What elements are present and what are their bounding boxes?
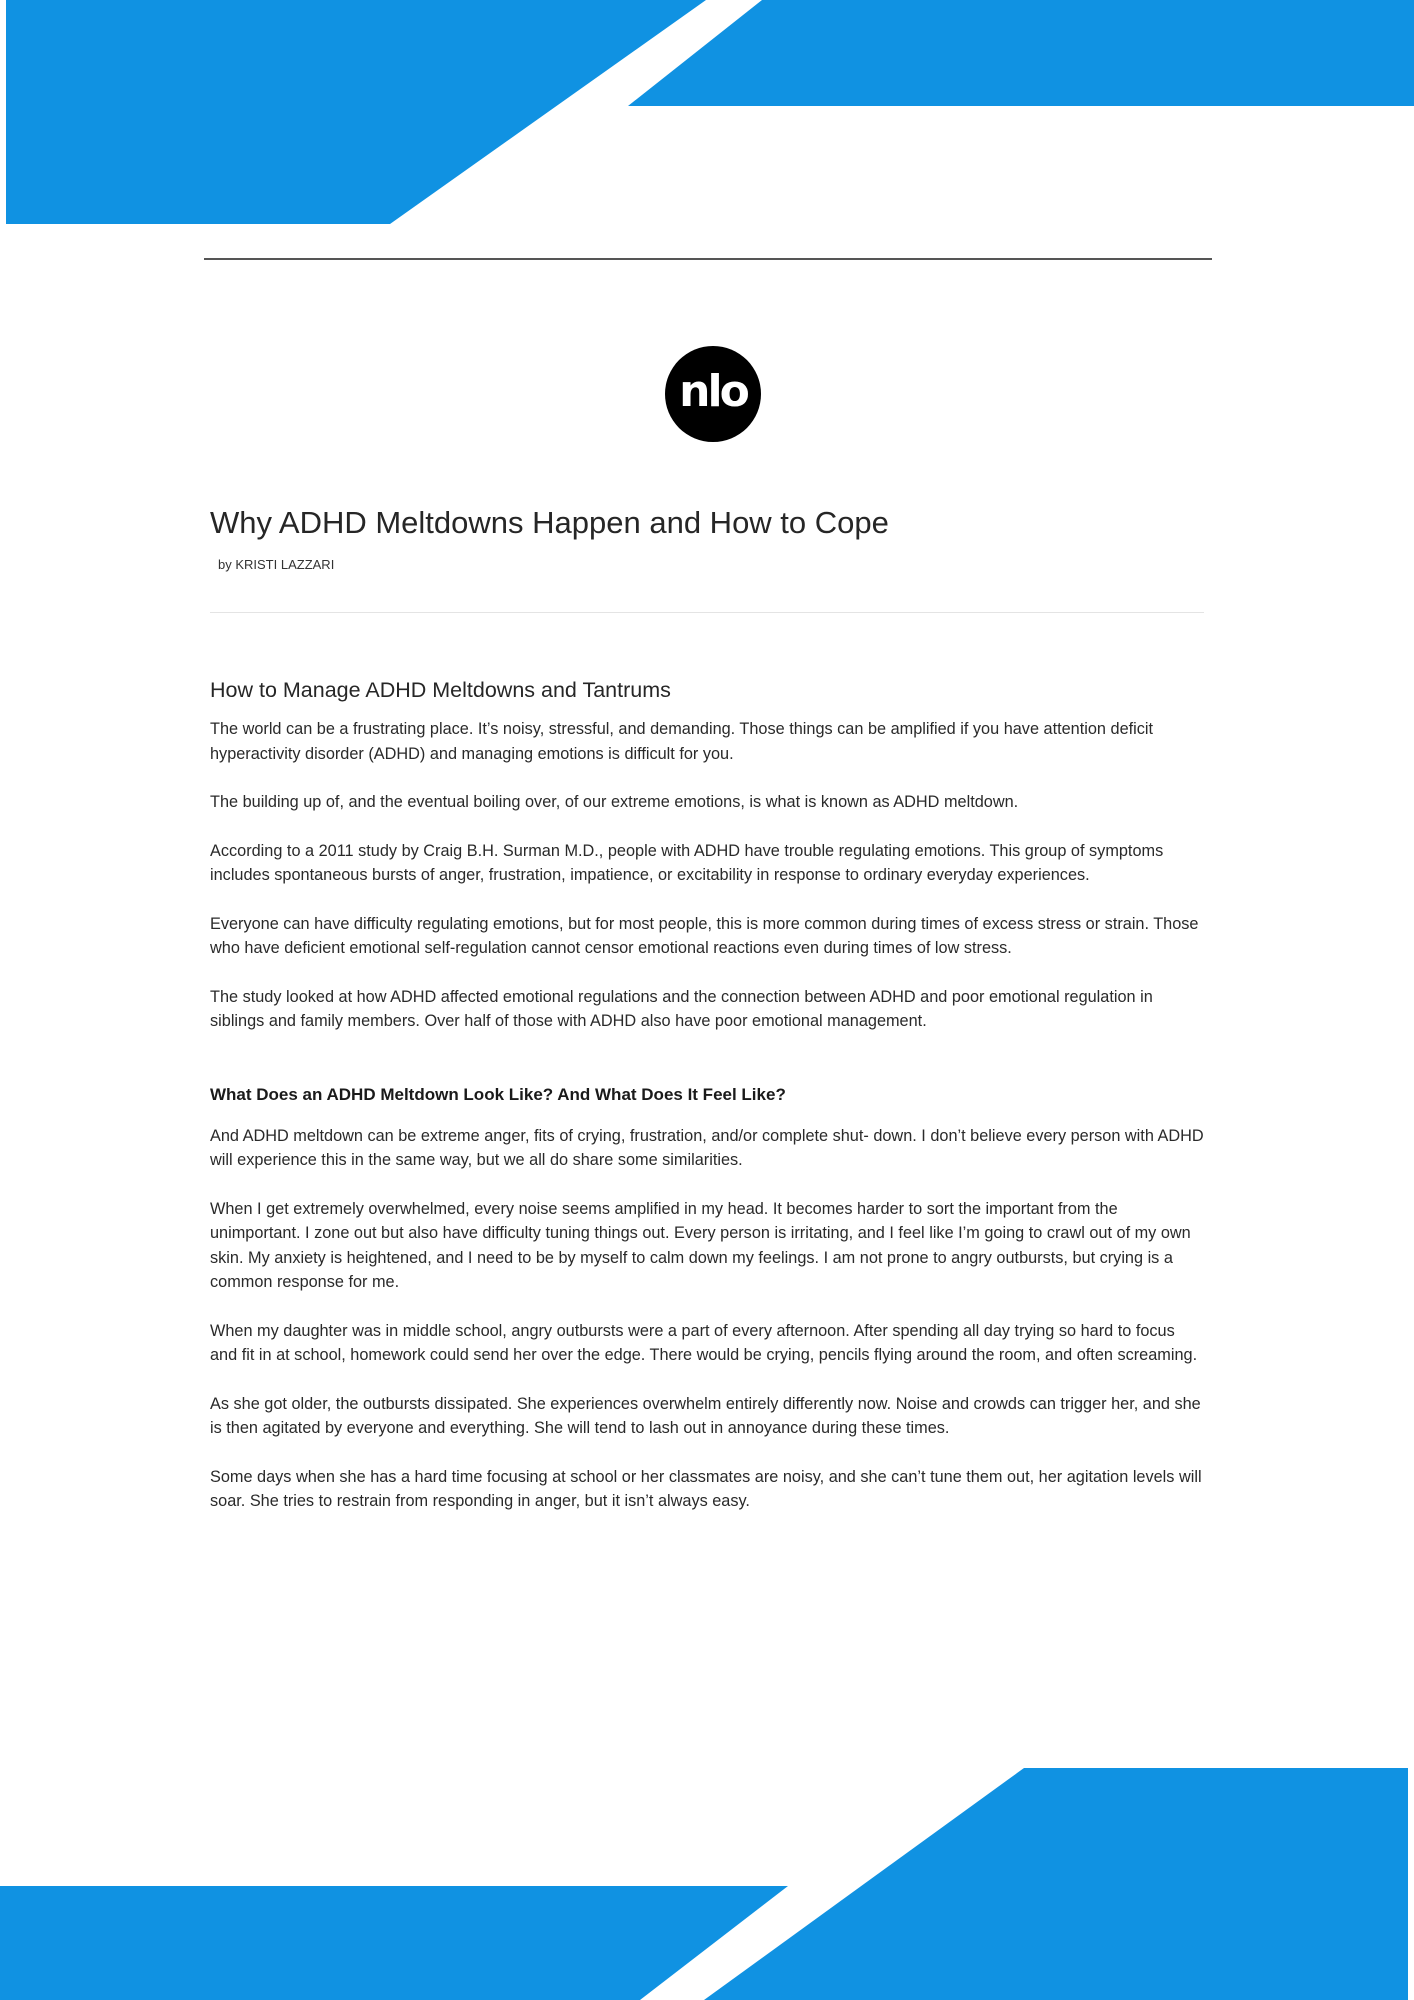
publisher-logo bbox=[665, 346, 761, 442]
intro-paragraph: The study looked at how ADHD affected emotional regulations and the connection between ADHD and poor emotional regulation in siblings and family members. Over half of those with ADHD also have poor emotional management. bbox=[210, 987, 1153, 1030]
intro-paragraph: The world can be a frustrating place. It’s noisy, stressful, and demanding. Those things can be amplified if you have attention deficit hyperactivity disorder (ADHD) and managing emotions is difficult for you. bbox=[210, 720, 1154, 763]
header-divider bbox=[204, 258, 1212, 260]
article-byline: by KRISTI LAZZARI bbox=[218, 557, 335, 572]
bottom-left-banner-shape bbox=[0, 1886, 788, 2000]
bottom-right-banner-shape bbox=[704, 1768, 1408, 2000]
title-divider bbox=[210, 612, 1204, 613]
top-right-banner-shape bbox=[628, 0, 1414, 106]
intro-paragraph: According to a 2011 study by Craig B.H. Surman M.D., people with ADHD have trouble regulating emotions. This group of symptoms includes spontaneous bursts of anger, frustration, impatience, or excitability in response to ordinary everyday experiences. bbox=[210, 841, 1164, 884]
logo-wordmark: nlo bbox=[679, 366, 747, 417]
body-paragraph: When I get extremely overwhelmed, every noise seems amplified in my head. It becomes harder to sort the important from the unimportant. I zone out but also have difficulty tuning things out. Every person is irritating, and I feel like I’m going to crawl out of my own skin. My anxiety is heightened, and I need to be by myself to calm down my feelings. I am not prone to angry outbursts, but crying is a common response for me. bbox=[210, 1199, 1191, 1291]
top-left-banner-shape bbox=[6, 0, 706, 224]
body-paragraph: And ADHD meltdown can be extreme anger, fits of crying, frustration, and/or complete shut- down. I don’t believe every person with ADHD will experience this in the same way, but we all do share some similarities. bbox=[210, 1126, 1204, 1169]
article-title: Why ADHD Meltdowns Happen and How to Cope bbox=[210, 505, 889, 540]
body-paragraph: When my daughter was in middle school, angry outbursts were a part of every afternoon. After spending all day trying so hard to focus and fit in at school, homework could send her over the edge. There would be crying, pencils flying around the room, and often screaming. bbox=[210, 1321, 1198, 1364]
section-title: How to Manage ADHD Meltdowns and Tantrums bbox=[210, 678, 671, 702]
body-paragraph: Some days when she has a hard time focusing at school or her classmates are noisy, and she can’t tune them out, her agitation levels will soar. She tries to restrain from responding in anger, but it isn’t always easy. bbox=[210, 1467, 1202, 1510]
intro-paragraph: Everyone can have difficulty regulating emotions, but for most people, this is more common during times of excess stress or strain. Those who have deficient emotional self-regulation cannot censor emotional reactions even during times of low stress. bbox=[210, 914, 1199, 957]
body-paragraph: As she got older, the outbursts dissipated. She experiences overwhelm entirely differently now. Noise and crowds can trigger her, and she is then agitated by everyone and everything. She will tend to lash out in annoyance during these times. bbox=[210, 1394, 1201, 1437]
subheading: What Does an ADHD Meltdown Look Like? And What Does It Feel Like? bbox=[210, 1084, 786, 1104]
article bbox=[210, 502, 1206, 1514]
intro-paragraph: The building up of, and the eventual boiling over, of our extreme emotions, is what is known as ADHD meltdown. bbox=[210, 793, 1019, 811]
